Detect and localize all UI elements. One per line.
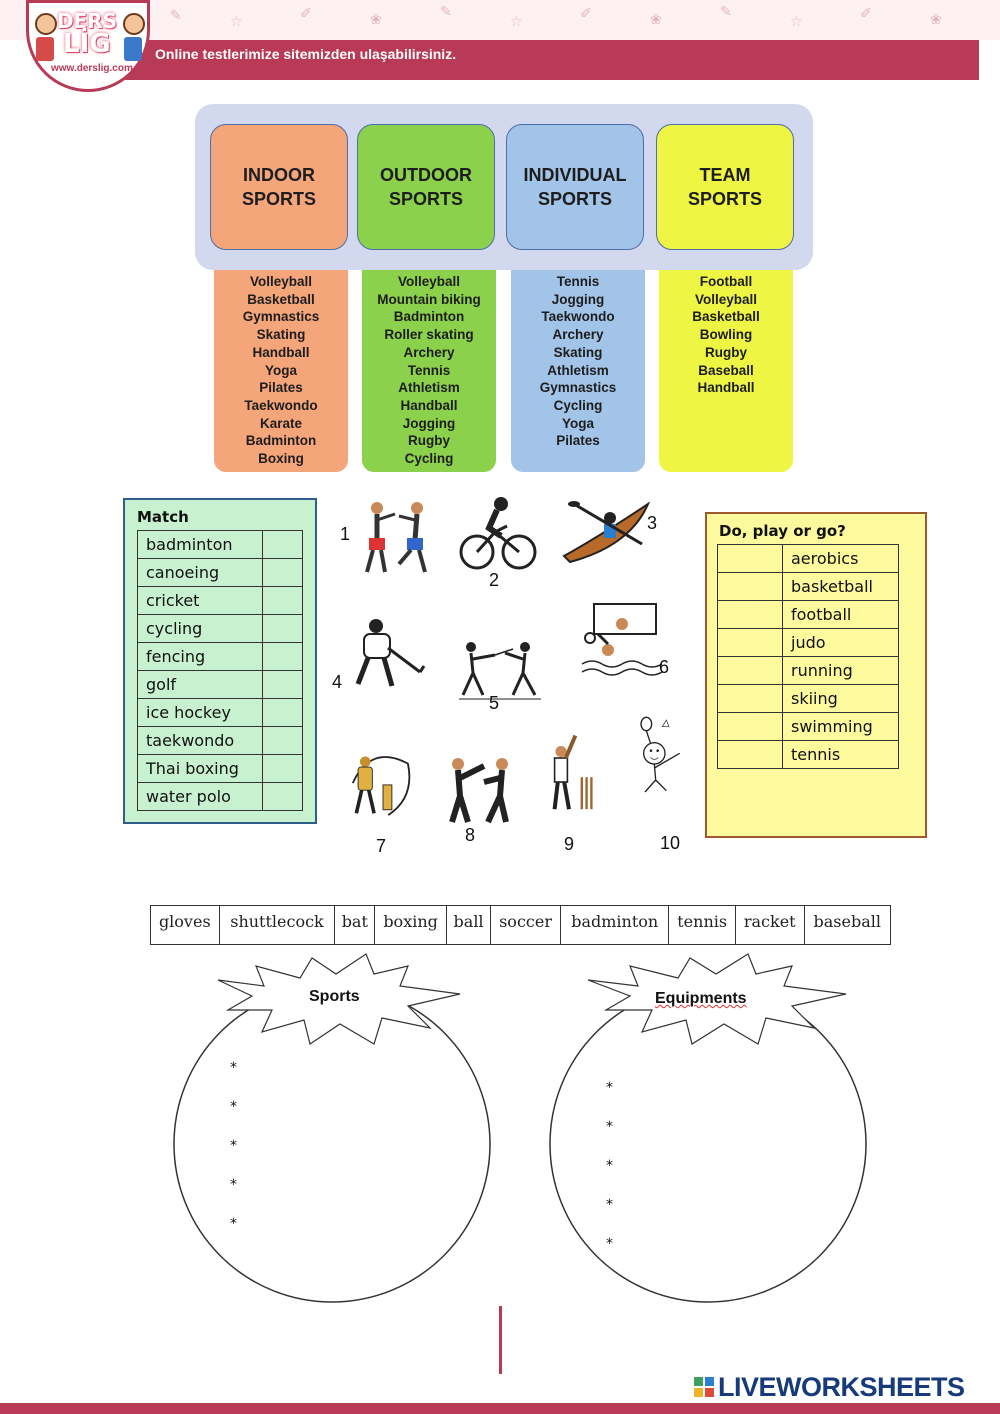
picture-number: 3 [647, 513, 658, 533]
do-play-go-word: swimming [783, 713, 899, 741]
category-header [210, 124, 348, 250]
picture-number: 7 [376, 836, 387, 856]
category-item: Basketball [692, 309, 760, 325]
word-bank-item[interactable]: bat [335, 906, 375, 945]
sports-answer-bullet[interactable]: * [230, 1099, 237, 1115]
category-item: Basketball [247, 291, 315, 307]
category-item: Football [699, 274, 753, 289]
liveworksheets-brand[interactable]: LIVEWORKSHEETS [718, 1372, 965, 1402]
category-item: Volleyball [694, 291, 758, 307]
word-bank-item[interactable]: badminton [561, 906, 669, 945]
category-item: Rugby [705, 344, 747, 360]
category-item: Taekwondo [244, 397, 318, 413]
category-title: TEAM SPORTS [687, 165, 762, 209]
category-header [357, 124, 495, 250]
category-item: Volleyball [249, 274, 313, 289]
category-item: Badminton [245, 433, 317, 449]
do-play-go-row [718, 601, 899, 629]
match-word: canoeing [138, 559, 263, 587]
category-list [659, 270, 793, 472]
equipment-label: Equipments [655, 990, 747, 1007]
match-row [138, 587, 303, 615]
match-title: Match [137, 508, 189, 526]
picture-number: 8 [465, 825, 476, 845]
match-word: cycling [138, 615, 263, 643]
do-play-go-answer-cell[interactable] [718, 545, 783, 573]
category-header [506, 124, 644, 250]
category-list [362, 270, 496, 472]
do-play-go-word: running [783, 657, 899, 685]
match-row [138, 643, 303, 671]
category-item: Volleyball [397, 274, 461, 289]
sports-answer-bullet[interactable]: * [230, 1177, 237, 1193]
equipment-answer-bullet[interactable]: * [606, 1236, 613, 1252]
girl-mascot-icon [123, 13, 143, 61]
category-item: Badminton [393, 309, 465, 325]
match-word: golf [138, 671, 263, 699]
equipment-answer-bullet[interactable]: * [606, 1158, 613, 1174]
category-list [214, 270, 348, 472]
picture-number: 2 [489, 570, 500, 590]
center-divider [499, 1306, 502, 1374]
category-item: Jogging [402, 415, 456, 431]
category-item: Roller skating [384, 327, 474, 343]
category-item: Yoga [561, 415, 594, 431]
match-answer-cell[interactable] [263, 783, 303, 811]
thai-boxing-icon [355, 498, 445, 578]
match-word: water polo [138, 783, 263, 811]
match-row [138, 615, 303, 643]
match-answer-cell[interactable] [263, 559, 303, 587]
category-item: Pilates [259, 380, 303, 396]
category-item: Athletism [398, 380, 460, 396]
word-bank-item[interactable]: soccer [491, 906, 561, 945]
category-item: Archery [403, 344, 455, 360]
do-play-go-answer-cell[interactable] [718, 685, 783, 713]
do-play-go-row [718, 713, 899, 741]
do-play-go-row [718, 573, 899, 601]
match-row [138, 671, 303, 699]
water-polo-icon [578, 600, 668, 680]
cricket-icon [528, 734, 618, 814]
match-table [137, 530, 303, 811]
ice-hockey-icon [338, 618, 428, 698]
do-play-go-answer-cell[interactable] [718, 629, 783, 657]
match-word: cricket [138, 587, 263, 615]
word-bank [150, 905, 891, 945]
category-item: Athletism [547, 362, 609, 378]
word-bank-item[interactable]: shuttlecock [219, 906, 335, 945]
sports-circle [174, 986, 490, 1302]
category-item: Karate [259, 415, 303, 431]
do-play-go-word: tennis [783, 741, 899, 769]
do-play-go-exercise [705, 512, 927, 838]
do-play-go-word: skiing [783, 685, 899, 713]
match-word: ice hockey [138, 699, 263, 727]
picture-number: 9 [564, 834, 575, 854]
sports-answer-bullet[interactable]: * [230, 1060, 237, 1076]
do-play-go-row [718, 741, 899, 769]
match-answer-cell[interactable] [263, 643, 303, 671]
picture-number: 5 [489, 693, 500, 713]
category-item: Archery [552, 327, 604, 343]
equipment-answer-bullet[interactable]: * [606, 1197, 613, 1213]
do-play-go-row [718, 629, 899, 657]
match-word: taekwondo [138, 727, 263, 755]
category-title: OUTDOOR SPORTS [380, 165, 472, 209]
category-item: Handball [400, 397, 458, 413]
category-item: Taekwondo [541, 309, 615, 325]
match-word: fencing [138, 643, 263, 671]
match-answer-cell[interactable] [263, 615, 303, 643]
category-item: Skating [553, 344, 603, 360]
category-item: Tennis [556, 274, 600, 289]
category-item: Tennis [407, 362, 451, 378]
sports-label: Sports [309, 988, 360, 1005]
do-play-go-row [718, 685, 899, 713]
category-header [656, 124, 794, 250]
match-answer-cell[interactable] [263, 587, 303, 615]
category-title: INDIVIDUAL SPORTS [523, 165, 627, 209]
do-play-go-word: football [783, 601, 899, 629]
picture-number: 6 [659, 657, 670, 677]
equipment-answer-bullet[interactable]: * [606, 1080, 613, 1096]
category-item: Cycling [404, 451, 454, 467]
category-item: Mountain biking [377, 291, 481, 307]
category-item: Boxing [258, 451, 304, 467]
do-play-go-answer-cell[interactable] [718, 713, 783, 741]
do-play-go-answer-cell[interactable] [718, 601, 783, 629]
word-bank-item[interactable]: ball [447, 906, 491, 945]
match-exercise [123, 498, 317, 824]
picture-number: 4 [332, 672, 343, 692]
match-answer-cell[interactable] [263, 699, 303, 727]
fencing-icon [455, 628, 545, 708]
category-item: Baseball [698, 362, 754, 378]
taekwondo-icon [440, 752, 530, 832]
match-row [138, 727, 303, 755]
word-bank-item[interactable]: racket [735, 906, 804, 945]
logo-text-top: DERS [57, 9, 118, 33]
picture-number: 1 [340, 524, 351, 544]
footer-bar [0, 1403, 1000, 1414]
match-answer-cell[interactable] [263, 671, 303, 699]
match-row [138, 783, 303, 811]
do-play-go-word: aerobics [783, 545, 899, 573]
do-play-go-row [718, 545, 899, 573]
do-play-go-answer-cell[interactable] [718, 573, 783, 601]
do-play-go-word: judo [783, 629, 899, 657]
word-bank-item[interactable]: tennis [669, 906, 735, 945]
match-word: badminton [138, 531, 263, 559]
sports-answer-bullet[interactable]: * [230, 1216, 237, 1232]
cyclist-icon [455, 496, 545, 576]
match-answer-cell[interactable] [263, 727, 303, 755]
liveworksheets-logo-icon [694, 1377, 714, 1397]
category-item: Handball [252, 344, 310, 360]
do-play-go-title: Do, play or go? [719, 522, 846, 540]
golf-icon [330, 744, 420, 824]
match-row [138, 699, 303, 727]
match-word: Thai boxing [138, 755, 263, 783]
category-item: Cycling [553, 397, 603, 413]
do-play-go-table [717, 544, 899, 769]
category-item: Jogging [551, 291, 605, 307]
category-item: Rugby [408, 433, 450, 449]
word-bank-item[interactable]: baseball [804, 906, 890, 945]
logo-text-bottom: LİG [63, 29, 111, 59]
category-item: Bowling [699, 327, 753, 343]
equipment-answer-bullet[interactable]: * [606, 1119, 613, 1135]
category-list [511, 270, 645, 472]
word-bank-item[interactable]: gloves [151, 906, 220, 945]
match-row [138, 531, 303, 559]
logo-url: www.derslig.com [51, 63, 133, 74]
canoeing-icon [560, 496, 650, 576]
picture-number: 10 [660, 833, 681, 853]
category-item: Yoga [264, 362, 297, 378]
sorting-circles [160, 948, 880, 1308]
banner-text: Online testlerimize sitemizden ulaşabilirsiniz. [155, 46, 457, 62]
do-play-go-word: basketball [783, 573, 899, 601]
category-item: Gymnastics [539, 380, 617, 396]
match-row [138, 559, 303, 587]
match-answer-cell[interactable] [263, 755, 303, 783]
category-item: Gymnastics [242, 309, 320, 325]
boy-mascot-icon [35, 13, 55, 61]
do-play-go-answer-cell[interactable] [718, 657, 783, 685]
category-item: Pilates [556, 433, 600, 449]
match-answer-cell[interactable] [263, 531, 303, 559]
header-pattern: ✎ ☆ ✐ ❀ ✎ ☆ ✐ ❀ ✎ ☆ ✐ ❀ [0, 0, 1000, 40]
category-title: INDOOR SPORTS [241, 165, 316, 209]
category-item: Skating [256, 327, 306, 343]
category-item: Handball [697, 380, 755, 396]
badminton-icon [618, 716, 708, 796]
do-play-go-row [718, 657, 899, 685]
match-row [138, 755, 303, 783]
sports-answer-bullet[interactable]: * [230, 1138, 237, 1154]
word-bank-item[interactable]: boxing [375, 906, 447, 945]
do-play-go-answer-cell[interactable] [718, 741, 783, 769]
